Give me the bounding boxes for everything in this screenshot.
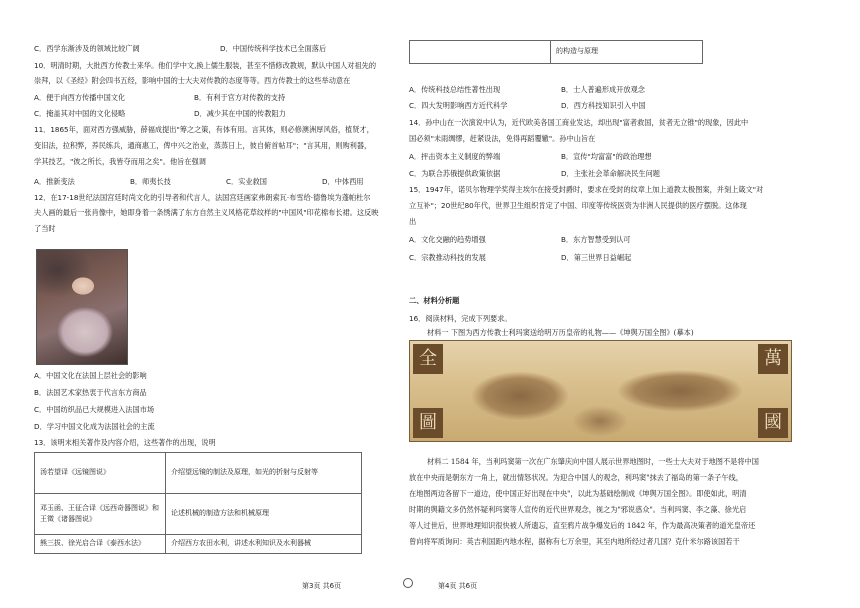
table-row <box>35 535 362 554</box>
q11-option-b: B．师夷长技 <box>130 177 171 186</box>
table-cell <box>410 41 551 64</box>
table-row <box>35 494 362 535</box>
material-2-line3: 在地图两边各留下一道边，使中国正好出现在中央"，以此为基础绘制成《坤舆万国全图》。即使如此，明清 <box>409 489 747 498</box>
portrait-painting <box>36 249 128 365</box>
table-cell: 熊三拔、徐光启合译《泰西水法》 <box>35 535 166 554</box>
table-row <box>35 453 362 494</box>
q11-option-a: A．推新变法 <box>34 177 75 186</box>
material-2-line1: 材料二 1584 年，当利玛窦第一次在广东肇庆向中国人展示世界地图时，一些士大夫对于地图不是将中国 <box>427 457 759 466</box>
q12-option-b: B．法国艺术家热衷于代言东方商品 <box>34 388 147 397</box>
material-2-line6: 曾向将军质询问：英吉利国距内地水程，据称有七万余里，其至内地所经过者几国？克什米尔路该国若干 <box>409 537 740 546</box>
q13-table-continued <box>409 40 703 64</box>
q15-line2: 立互补"；20世纪80年代，世界卫生组织肯定了中国、印度等传统医资为非洲人民提供的医疗摆脱。这体现 <box>409 201 747 210</box>
q14-line1: 14．孙中山在一次演说中认为，近代欧美各国工商业发达，却出现"富者救国，贫者无立锥"的现象，因此中 <box>409 118 749 127</box>
table-cell: 邓玉函、王征合译《远西奇器图说》和王徵《诸器图说》 <box>35 494 166 535</box>
table-cell: 介绍西方农田水利，讲述水利知识及水利器械 <box>166 535 362 554</box>
q15-option-a: A．文化交融的趋势增强 <box>409 235 486 244</box>
material-2-line5: 等人过世后，世界地理知识很快被人所遗忘，直至鸦片战争爆发后的 1842 年，作为最高决策者的道光皇帝还 <box>409 521 756 530</box>
q13-option-b: B．士人普遍形成开放观念 <box>561 85 645 94</box>
q13-table <box>34 452 362 554</box>
q14-option-c: C．为联合苏俄提供政策依据 <box>409 169 501 178</box>
q12-line2: 夫人画的最后一张肖像中，她即身着一条绣满了东方自然主义风格花草纹样的"中国风"印花棉布长裙。这反映 <box>34 208 379 217</box>
q16-stem: 16．阅读材料，完成下列要求。 <box>409 314 512 323</box>
table-cell: 论述机械的制造方法和机械原理 <box>166 494 362 535</box>
map-corner-glyph: 萬 <box>758 344 788 374</box>
q13-option-a: A．传统科技总结性著性出现 <box>409 85 501 94</box>
q15-line1: 15．1947年，诺贝尔物理学奖得主埃尔在接受封爵时，要求在受封的纹章上加上道教太极图案，并刻上箴文"对 <box>409 185 764 194</box>
map-corner-glyph: 圖 <box>413 408 443 438</box>
section-heading: 二、材料分析题 <box>409 296 460 305</box>
binding-hole <box>403 578 413 588</box>
q9-option-c: C．西学东渐涉及的领域比较广阔 <box>34 44 140 53</box>
table-cell: 的构造与原理 <box>551 41 703 64</box>
q9-option-d: D．中国传统科学技术已全面落后 <box>220 44 327 53</box>
q11-line2: 变旧法，拉积弊，养民练兵，通商惠工，俾中兴之治业，蒸蒸日上，彼自俯首帖耳"；"言其用，则购利器， <box>34 141 372 150</box>
q11-line1: 11．1865年，面对西方强威胁，薛福成提出"筹之之策，有体有用。言其体，则必修澳洲厚风俗，植贤才， <box>34 125 374 134</box>
q12-option-d: D．学习中国文化成为法国社会的主流 <box>34 422 155 431</box>
q14-option-b: B．宣传"均富富"的政治理想 <box>561 152 652 161</box>
q15-line3: 出 <box>409 217 417 226</box>
table-row <box>410 41 703 64</box>
material-2-line2: 放在中央而是朝东方一角上，就出情怒状况。为迎合中国人的观念，利玛窦"抹去了福岛的第一条子午线， <box>409 473 743 482</box>
q10-option-b: B．有利于官方对传教的支持 <box>194 93 286 102</box>
page-number-left: 第3页 共6页 <box>302 582 342 590</box>
material-1: 材料一 下图为西方传教士利玛窦送给明万历皇帝的礼物——《坤舆万国全图》(摹本) <box>427 328 694 337</box>
q11-option-d: D．中体西用 <box>322 177 364 186</box>
q13-option-c: C．四大发明影响西方近代科学 <box>409 101 508 110</box>
q10-line1: 10．明清时期，大批西方传教士来华。他们学中文,换上儒生服装，甚至不惜修改教规，默认中国人对祖先的 <box>34 61 377 70</box>
q15-option-c: C．宗教推动科技的发展 <box>409 253 486 262</box>
q12-line1: 12．在17-18世纪法国宫廷时尚文化的引导者和代言人，法国宫廷画家弗朗索瓦·布雪给·德鲁埃为蓬帕杜尔 <box>34 193 371 202</box>
world-map-image <box>409 340 792 442</box>
q10-option-d: D．减少其在中国的传教阻力 <box>194 109 286 118</box>
q10-option-a: A．便于向西方传播中国文化 <box>34 93 126 102</box>
q14-option-d: D．主张社会革命解决民生问题 <box>561 169 660 178</box>
q15-option-d: D．第三世界日益崛起 <box>561 253 632 262</box>
q12-line3: 了当时 <box>34 224 56 233</box>
map-corner-glyph: 國 <box>758 408 788 438</box>
q14-line2: 国必须"未雨绸缪，赶紧设法，免得再蹈覆辙"。孙中山旨在 <box>409 134 596 143</box>
q12-option-a: A．中国文化在法国上层社会的影响 <box>34 371 147 380</box>
q13-option-d: D．西方科技知识引入中国 <box>561 101 646 110</box>
table-cell: 介绍望远镜的制法及原理，如光的折射与反射等 <box>166 453 362 494</box>
page-number-right: 第4页 共6页 <box>438 582 478 590</box>
q11-line3: 学其技艺，"彼之所长，我皆夺而用之矣"。他旨在强调 <box>34 157 206 166</box>
q15-option-b: B．东方智慧受到认可 <box>561 235 631 244</box>
table-cell: 汤若望译《远镜图说》 <box>35 453 166 494</box>
q10-line2: 崇拜，以《圣经》附会四书五经，影响中国的士大夫对传教的态度等等。西方传教士的这些举动意在 <box>34 76 351 85</box>
q13-stem: 13．该明末相关著作及内容介绍，这些著作的出现，说明 <box>34 438 216 447</box>
material-2-line4: 时期的舆籍文多仍然怀疑利玛窦等人宣传的近代世界观念，视之为"邪说惑众"。当利玛窦、李之藻、徐光启 <box>409 505 747 514</box>
q10-option-c: C．掩盖其对中国的文化侵略 <box>34 109 126 118</box>
q11-option-c: C．实业救国 <box>226 177 267 186</box>
q12-option-c: C．中国纺织品已大规模进入法国市场 <box>34 405 155 414</box>
map-corner-glyph: 全 <box>413 344 443 374</box>
q14-option-a: A．抨击资本主义制度的弊端 <box>409 152 501 161</box>
